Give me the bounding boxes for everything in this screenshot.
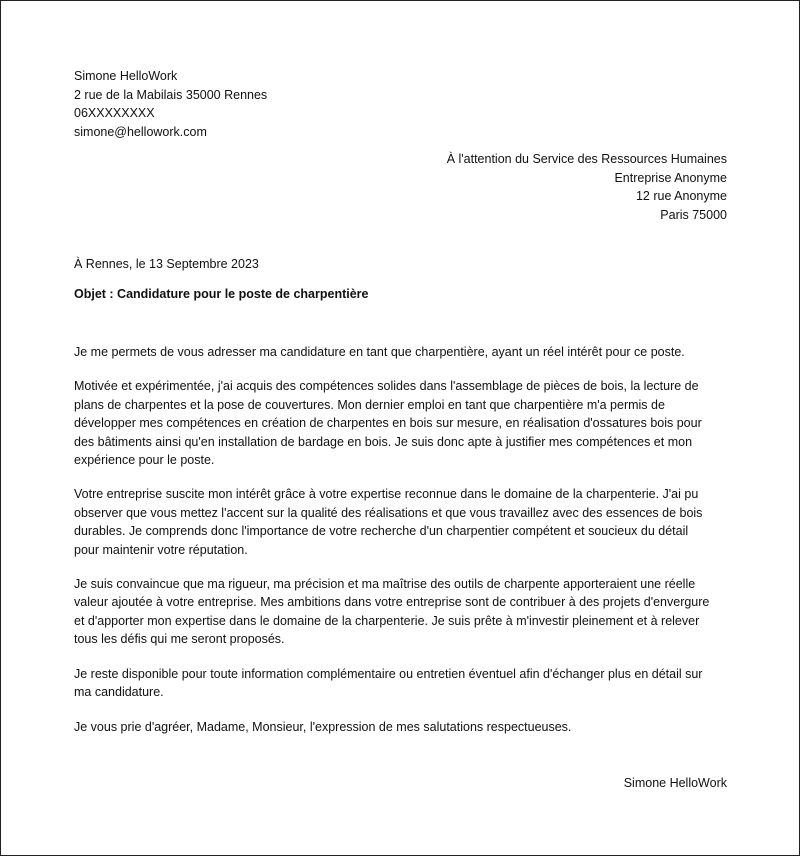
recipient-attention: À l'attention du Service des Ressources Humaines: [446, 152, 727, 166]
subject-line: Objet : Candidature pour le poste de charpentière: [74, 287, 369, 301]
paragraph-line: observer que vous mettez l'accent sur la qualité des réalisations et que vous travaillez avec des essences de bois: [74, 505, 703, 520]
paragraph-line: valeur ajoutée à votre entreprise. Mes ambitions dans votre entreprise sont de contribuer à des projets d'envergure: [74, 595, 710, 610]
signature: Simone HelloWork: [623, 776, 727, 790]
date-line: À Rennes, le 13 Septembre 2023: [74, 257, 259, 271]
paragraph-line: pour maintenir votre réputation.: [74, 542, 248, 557]
paragraph-line: développer mes compétences en création de charpentes en bois sur mesure, en réalisation d'ossatures bois pour: [74, 416, 702, 431]
recipient-city: Paris 75000: [660, 207, 727, 222]
paragraph-line: Je suis convaincue que ma rigueur, ma précision et ma maîtrise des outils de charpente apporteraient une réelle: [74, 577, 696, 592]
recipient-block: [447, 150, 727, 224]
paragraph-closing: [74, 718, 734, 736]
paragraph-intro: [74, 343, 734, 361]
paragraph-company-interest: [74, 485, 734, 559]
paragraph-availability: [74, 665, 734, 702]
sender-name: Simone HelloWork: [74, 69, 178, 83]
sender-block: [74, 67, 267, 141]
sender-email: simone@hellowork.com: [74, 124, 207, 139]
paragraph-line: Je me permets de vous adresser ma candidature en tant que charpentière, ayant un réel intérêt pour ce poste.: [74, 345, 685, 359]
paragraph-line: expérience pour le poste.: [74, 453, 215, 468]
recipient-company: Entreprise Anonyme: [614, 170, 727, 185]
paragraph-line: Motivée et expérimentée, j'ai acquis des compétences solides dans l'assemblage de pièces de bois, la lecture de: [74, 379, 699, 394]
paragraph-experience: [74, 377, 734, 469]
sender-phone: 06XXXXXXXX: [74, 106, 155, 120]
paragraph-value: [74, 575, 734, 649]
recipient-street: 12 rue Anonyme: [635, 189, 727, 203]
paragraph-line: et d'apporter mon expertise dans le domaine de la charpenterie. Je suis prête à m'investir pleinement et à relever: [74, 613, 700, 628]
paragraph-line: plans de charpentes et la pose de couvertures. Mon dernier emploi en tant que charpentière m'a permis de: [74, 397, 665, 412]
paragraph-line: Je vous prie d'agréer, Madame, Monsieur, l'expression de mes salutations respectueuses.: [74, 719, 572, 734]
paragraph-line: durables. Je comprends donc l'importance de votre recherche d'un charpentier compétent et soucieux du détail: [74, 524, 689, 539]
letter-body: [74, 343, 734, 752]
paragraph-line: tous les défis qui me seront proposés.: [74, 632, 285, 647]
paragraph-line: des bâtiments ainsi qu'en installation de bardage en bois. Je suis donc apte à justifier mes compétences et mon: [74, 434, 693, 449]
paragraph-line: Je reste disponible pour toute information complémentaire ou entretien éventuel afin d'échanger plus en détail sur: [74, 666, 703, 681]
paragraph-line: ma candidature.: [74, 685, 164, 700]
paragraph-line: Votre entreprise suscite mon intérêt grâce à votre expertise reconnue dans le domaine de la charpenterie. J'ai pu: [74, 487, 699, 502]
sender-address: 2 rue de la Mabilais 35000 Rennes: [74, 87, 268, 102]
